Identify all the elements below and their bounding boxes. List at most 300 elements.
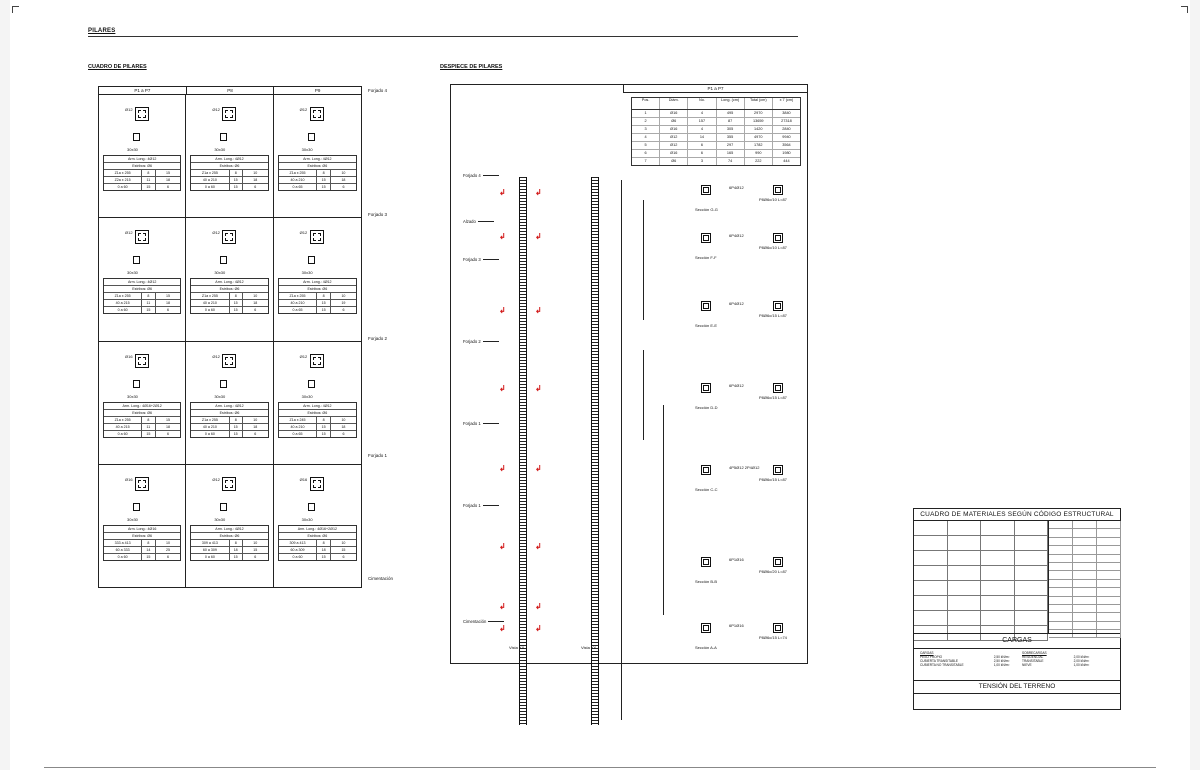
stirrup-icon (773, 301, 783, 311)
interval: 0 a 60 (191, 554, 229, 560)
overload-value: 2,00 kN/m² (1073, 655, 1090, 659)
stirrup-icon (773, 185, 783, 195)
pillar-dimensions: 30x30 (301, 147, 313, 152)
pillar-mini-icon (133, 380, 140, 388)
stirrups: Estribos: Ø6 (132, 164, 153, 168)
count: 8 (230, 417, 243, 423)
count: 15 (230, 300, 243, 306)
count: 8 (317, 417, 331, 423)
spacing: 15 (165, 294, 170, 299)
spacing: 19 (341, 301, 346, 306)
bar-label: Ø12 (212, 353, 220, 359)
count: 15 (230, 431, 243, 437)
bars-cell: Ø12 (660, 142, 688, 149)
count: 15 (317, 424, 331, 430)
spacing: 10 (341, 294, 346, 299)
section-icon (135, 354, 149, 368)
interval: 40 a 210 (191, 300, 229, 306)
interval: 40 a 210 (279, 300, 318, 306)
sheet-title: PILARES (88, 28, 116, 34)
spacing: 18 (341, 424, 346, 429)
pillar-dimensions: 30x30 (301, 516, 313, 522)
pillar-cell (99, 465, 186, 588)
load-arrow-icon: ↲ (535, 542, 542, 551)
section-icon (701, 185, 711, 195)
section-icon (701, 301, 711, 311)
stirrups: Estribos: Ø6 (219, 287, 240, 292)
interval: Z1a x 245 (279, 417, 318, 423)
section-name: Sección E-E (695, 323, 718, 328)
bars-cell: 2840 (782, 127, 791, 131)
section-icon (701, 623, 711, 633)
pillar-mini-icon (220, 133, 227, 141)
pillar-dimensions: 30x30 (214, 516, 226, 522)
bar-label: Ø12 (212, 107, 220, 112)
spacing: 6 (254, 308, 257, 313)
long-rebar: Arm. Long.: 4Ø12 (303, 157, 332, 161)
pillar-dimensions: 30x30 (127, 270, 138, 276)
interval: 40 a 210 (279, 424, 318, 430)
interval: Z1a x 255 (191, 170, 229, 176)
stirrups: Estribos: Ø6 (307, 164, 328, 168)
floor-marker: Alzado (463, 219, 494, 224)
bar-label: Ø12 (125, 230, 133, 236)
dim-line (663, 405, 664, 615)
stirrups: Estribos: Ø6 (219, 164, 240, 168)
rebar-table (190, 155, 268, 191)
interval: Z1a x 255 (104, 417, 142, 423)
bars-cell: 157 (688, 118, 716, 125)
rebar-table (278, 525, 357, 561)
bars-cell: 87 (717, 118, 745, 125)
count: 15 (230, 424, 243, 430)
load-arrow-icon: ↲ (499, 624, 506, 633)
long-rebar: Arm. Long.: 4Ø12 (127, 280, 157, 285)
bars-cell: 6 (688, 142, 716, 149)
section-stirrup: P8Ø6c/10 L=87 (759, 197, 787, 202)
bars-cell: 1980 (782, 151, 791, 155)
interval: 40 a 210 (191, 177, 229, 183)
stirrups: Estribos: Ø6 (307, 287, 328, 292)
section-icon (135, 477, 149, 491)
section-bars: 6P1Ø16 (729, 557, 744, 562)
bars-cell: Ø6 (660, 158, 688, 165)
section-icon (222, 230, 236, 244)
count: 8 (230, 293, 243, 299)
bars-cell: Ø6 (660, 118, 688, 125)
bars-cell: 4 (688, 110, 716, 117)
interval: 0 a 60 (191, 307, 229, 313)
load-item: PESO PROPIO (920, 655, 943, 659)
bars-cell: Ø16 (660, 126, 688, 133)
spacing: 18 (253, 178, 258, 182)
stirrups: Estribos: Ø6 (132, 410, 153, 415)
interval: 0 a 60 (104, 554, 142, 560)
interval: Z1a x 255 (279, 293, 318, 299)
load-arrow-icon: ↲ (499, 306, 506, 315)
spacing: 6 (342, 185, 345, 189)
bars-header-cell: Long. (cm) (717, 98, 745, 109)
spacing: 10 (253, 417, 258, 422)
section-icon (310, 354, 324, 368)
count: 8 (317, 293, 331, 299)
load-arrow-icon: ↲ (535, 384, 542, 393)
load-value: 2,50 kN/m² (993, 659, 1010, 663)
view-label: Vista YY (581, 645, 597, 650)
section-name: Sección F-F (695, 255, 717, 260)
floor-marker: Forjado 2 (463, 339, 499, 344)
corner-mark (1181, 6, 1188, 13)
bars-header-cell: No. (688, 98, 716, 109)
interval: 0 a 60 (279, 554, 318, 560)
loads-right-head: SOBRECARGAS (1022, 651, 1047, 655)
interval: 333 a 413 (104, 540, 142, 546)
overload-value: 2,00 kN/m² (1073, 659, 1090, 663)
bar-label: Ø12 (299, 107, 308, 112)
section-name: Sección G-G (695, 207, 718, 212)
bars-cell: 2 (632, 118, 660, 125)
rebar-table (190, 525, 268, 561)
count: 8 (317, 170, 331, 176)
spacing: 6 (166, 554, 169, 559)
section-bars: 6P1Ø16 (729, 623, 744, 628)
interval: Z2a x 215 (104, 177, 142, 183)
bars-cell: 7 (632, 158, 660, 165)
spacing: 15 (165, 417, 170, 422)
section-icon (135, 107, 149, 121)
pillar-elevation-xx (519, 177, 527, 725)
interval: 0 a 65 (279, 184, 318, 190)
bars-cell: 5 (632, 142, 660, 149)
bars-table (631, 97, 801, 166)
pillar-dimensions: 30x30 (301, 393, 313, 399)
interval: Z1a x 255 (191, 293, 229, 299)
bars-cell: 990 (745, 150, 773, 157)
pillar-breakdown (450, 84, 808, 664)
count: 11 (142, 300, 155, 306)
dim-line (621, 180, 622, 720)
interval: 309 a 413 (279, 540, 318, 546)
spacing: 10 (341, 417, 346, 422)
count: 15 (142, 554, 155, 560)
floor-marker: Forjado 3 (463, 257, 499, 262)
pillar-dimensions: 30x30 (214, 270, 226, 276)
bars-header-cell: Pos. (632, 98, 660, 109)
bars-cell: 355 (717, 134, 745, 141)
spacing: 6 (254, 185, 257, 189)
loads-title: CARGAS (914, 633, 1120, 649)
pillar-grid (99, 95, 361, 588)
interval: 40 a 215 (104, 424, 142, 430)
spacing: 18 (253, 301, 258, 306)
bar-label: Ø16 (125, 476, 133, 482)
bars-cell: 444 (783, 159, 790, 163)
count: 8 (142, 540, 155, 546)
pillar-cell (274, 342, 361, 465)
overload-item: RESIDENCIAL (1022, 655, 1044, 659)
bars-cell: 3564 (782, 143, 791, 147)
count: 15 (142, 184, 155, 190)
spacing: 6 (166, 431, 169, 436)
bars-cell: 3 (632, 126, 660, 133)
stirrup-icon (773, 557, 783, 567)
interval: 60 a 309 (191, 547, 229, 553)
bar-label: Ø12 (212, 476, 220, 482)
cuadro-title: CUADRO DE PILARES (88, 64, 147, 70)
pillar-cell (99, 95, 186, 218)
count: 8 (142, 293, 155, 299)
count: 15 (317, 184, 331, 190)
interval: 60 a 333 (104, 547, 142, 553)
drawing-sheet (10, 0, 1190, 770)
interval: 0 a 60 (191, 184, 229, 190)
bars-cell: 4 (632, 134, 660, 141)
rebar-table (190, 278, 268, 314)
pillar-dimensions: 30x30 (127, 147, 138, 152)
load-arrow-icon: ↲ (535, 306, 542, 315)
long-rebar: Arm. Long.: 4Ø12 (303, 403, 332, 408)
load-value: 2,50 kN/m² (993, 655, 1010, 659)
stirrup-icon (773, 465, 783, 475)
floor-marker: Forjado 4 (463, 173, 499, 178)
bars-cell: 4 (688, 126, 716, 133)
bars-cell: 13659 (745, 118, 773, 125)
bars-cell: 1 (632, 110, 660, 117)
load-arrow-icon: ↲ (535, 464, 542, 473)
pillar-cell (186, 465, 273, 588)
rebar-table (103, 155, 181, 191)
long-rebar: Arm. Long.: 4Ø16 (127, 526, 157, 531)
spacing: 6 (342, 431, 345, 436)
overload-value: 1,00 kN/m² (1073, 663, 1090, 667)
long-rebar: Arm. Long.: 4Ø16+2Ø12 (297, 526, 337, 531)
load-arrow-icon: ↲ (499, 542, 506, 551)
spacing: 15 (253, 547, 258, 552)
interval: 0 a 60 (104, 184, 142, 190)
spacing: 18 (165, 424, 170, 429)
pillar-mini-icon (133, 503, 140, 511)
materials-side-grid (1048, 521, 1121, 633)
count: 18 (230, 547, 243, 553)
interval: 309 a 413 (191, 540, 229, 546)
load-arrow-icon: ↲ (535, 602, 542, 611)
count: 15 (230, 554, 243, 560)
pillar-cell (186, 218, 273, 341)
stirrup-icon (773, 623, 783, 633)
spacing: 15 (165, 171, 170, 175)
bars-cell: 1782 (745, 142, 773, 149)
breakdown-header: P1 a P7 (623, 85, 807, 93)
spacing: 10 (341, 171, 346, 175)
section-bars: 6P4Ø12 (729, 233, 744, 238)
section-icon (701, 383, 711, 393)
section-bars: 6P4Ø12 (729, 383, 744, 388)
spacing: 25 (165, 547, 170, 552)
spacing: 6 (342, 554, 345, 559)
section-stirrup: P8Ø6c/15 L=74 (759, 635, 787, 640)
stirrups: Estribos: Ø6 (219, 533, 240, 538)
pillar-mini-icon (308, 503, 315, 511)
section-name: Sección A-A (695, 645, 717, 650)
bars-cell: 74 (717, 158, 745, 165)
interval: 0 a 65 (279, 431, 318, 437)
bottom-rule (44, 767, 1156, 768)
pillar-mini-icon (220, 503, 227, 511)
pillar-mini-icon (308, 380, 315, 388)
spacing: 6 (166, 308, 169, 313)
section-icon (222, 477, 236, 491)
pillar-mini-icon (220, 380, 227, 388)
pillar-mini-icon (308, 256, 315, 264)
bars-cell: 14 (688, 134, 716, 141)
pillar-dimensions: 30x30 (127, 516, 138, 522)
col-header: P9 (314, 88, 321, 93)
bars-header-cell: x 7 (cm) (779, 98, 794, 102)
count: 11 (142, 424, 155, 430)
count: 15 (317, 554, 331, 560)
dim-line (643, 350, 644, 440)
load-value: 1,00 kN/m² (993, 663, 1010, 667)
load-arrow-icon: ↲ (499, 464, 506, 473)
count: 8 (142, 417, 155, 423)
section-stirrup: P8Ø6c/15 L=87 (759, 313, 787, 318)
load-arrow-icon: ↲ (499, 384, 506, 393)
bars-cell: 1420 (745, 126, 773, 133)
bars-cell: Ø12 (660, 134, 688, 141)
bars-cell: Ø16 (660, 110, 688, 117)
long-rebar: Arm. Long.: 4Ø12 (215, 403, 244, 408)
bars-header-cell: Diám. (660, 98, 688, 109)
section-icon (310, 230, 324, 244)
count: 8 (142, 170, 155, 176)
spacing: 10 (253, 171, 258, 175)
rebar-table (103, 402, 181, 438)
spacing: 10 (253, 540, 258, 545)
pillar-cell (99, 342, 186, 465)
load-item: CUBIERTA NO TRANSITABLE (920, 663, 964, 667)
spacing: 18 (165, 301, 170, 306)
stirrups: Estribos: Ø6 (219, 410, 240, 415)
bars-cell: 3840 (782, 111, 791, 115)
overload-item: TRANSITABLE (1022, 659, 1044, 663)
interval: 40 a 215 (104, 300, 142, 306)
section-icon (310, 477, 324, 491)
despiece-title: DESPIECE DE PILARES (440, 64, 503, 70)
count: 8 (317, 540, 331, 546)
dim-line (643, 200, 644, 320)
pillar-dimensions: 30x30 (214, 147, 226, 152)
corner-mark (12, 6, 19, 13)
load-arrow-icon: ↲ (535, 232, 542, 241)
count: 15 (317, 177, 331, 183)
materials-grid (914, 521, 1048, 633)
interval: 40 a 210 (279, 177, 318, 183)
load-arrow-icon: ↲ (535, 624, 542, 633)
section-bars: 4P5Ø12 2P4Ø12 (729, 465, 760, 470)
count: 8 (230, 540, 243, 546)
spacing: 6 (254, 554, 257, 559)
pillar-cell (186, 95, 273, 218)
count: 15 (317, 300, 331, 306)
bar-label: Ø12 (125, 107, 133, 112)
load-arrow-icon: ↲ (499, 602, 506, 611)
pillar-dimensions: 30x30 (127, 393, 138, 399)
section-stirrup: P8Ø6c/15 L=87 (759, 477, 787, 482)
stirrups: Estribos: Ø6 (307, 533, 328, 538)
rebar-table (190, 402, 268, 438)
long-rebar: Arm. Long.: 4Ø16+2Ø12 (122, 403, 162, 408)
spacing: 10 (165, 540, 170, 545)
stirrups: Estribos: Ø6 (307, 410, 328, 415)
pillar-cell (186, 342, 273, 465)
floor-marker: Cimentación (463, 619, 504, 624)
section-stirrup: P8Ø6c/20 L=87 (759, 569, 787, 574)
load-arrow-icon: ↲ (535, 188, 542, 197)
bars-cell: 27318 (781, 119, 792, 123)
section-name: Sección D-D (695, 405, 718, 410)
pillar-schedule (98, 86, 362, 588)
floor-marker: Forjado 1 (463, 503, 499, 508)
pillar-cell (99, 218, 186, 341)
pillar-schedule-header (99, 87, 361, 95)
load-arrow-icon: ↲ (499, 188, 506, 197)
spacing: 18 (341, 178, 346, 182)
long-rebar: Arm. Long.: 4Ø12 (127, 157, 157, 161)
section-icon (701, 465, 711, 475)
bars-cell: 6 (632, 150, 660, 157)
pillar-mini-icon (308, 133, 315, 141)
materials-table (913, 508, 1121, 710)
interval: 40 a 210 (191, 424, 229, 430)
spacing: 6 (254, 431, 257, 436)
bar-label: Ø16 (299, 476, 308, 482)
stirrup-icon (773, 383, 783, 393)
bars-cell: 495 (717, 110, 745, 117)
interval: Z1a x 255 (104, 170, 142, 176)
count: 15 (230, 177, 243, 183)
bars-cell: 297 (717, 142, 745, 149)
long-rebar: Arm. Long.: 4Ø12 (215, 157, 244, 161)
long-rebar: Arm. Long.: 4Ø12 (215, 280, 244, 285)
interval: Z1a x 255 (279, 170, 318, 176)
section-icon (310, 107, 324, 121)
spacing: 18 (165, 178, 170, 182)
title-rule (88, 36, 798, 37)
section-name: Sección B-B (695, 579, 718, 584)
count: 14 (142, 547, 155, 553)
section-stirrup: P8Ø6c/15 L=87 (759, 395, 787, 400)
stirrups: Estribos: Ø6 (132, 533, 153, 538)
count: 15 (230, 307, 243, 313)
rebar-table (278, 155, 357, 191)
bars-cell: 305 (717, 126, 745, 133)
floor-label: Cimentación (368, 576, 394, 581)
interval: 0 a 60 (104, 307, 142, 313)
pillar-dimensions: 30x30 (301, 270, 313, 276)
section-stirrup: P8Ø6c/10 L=87 (759, 245, 787, 250)
count: 15 (142, 431, 155, 437)
floor-label: Forjado 3 (368, 212, 388, 217)
floor-label: Forjado 2 (368, 336, 388, 341)
bars-cell: Ø16 (660, 150, 688, 157)
bars-header-cell: Total (cm) (745, 98, 773, 109)
count: 15 (317, 431, 331, 437)
pillar-cell (274, 465, 361, 588)
section-icon (701, 233, 711, 243)
pillar-elevation-yy (591, 177, 599, 725)
rebar-table (278, 402, 357, 438)
long-rebar: Arm. Long.: 4Ø12 (303, 280, 332, 285)
